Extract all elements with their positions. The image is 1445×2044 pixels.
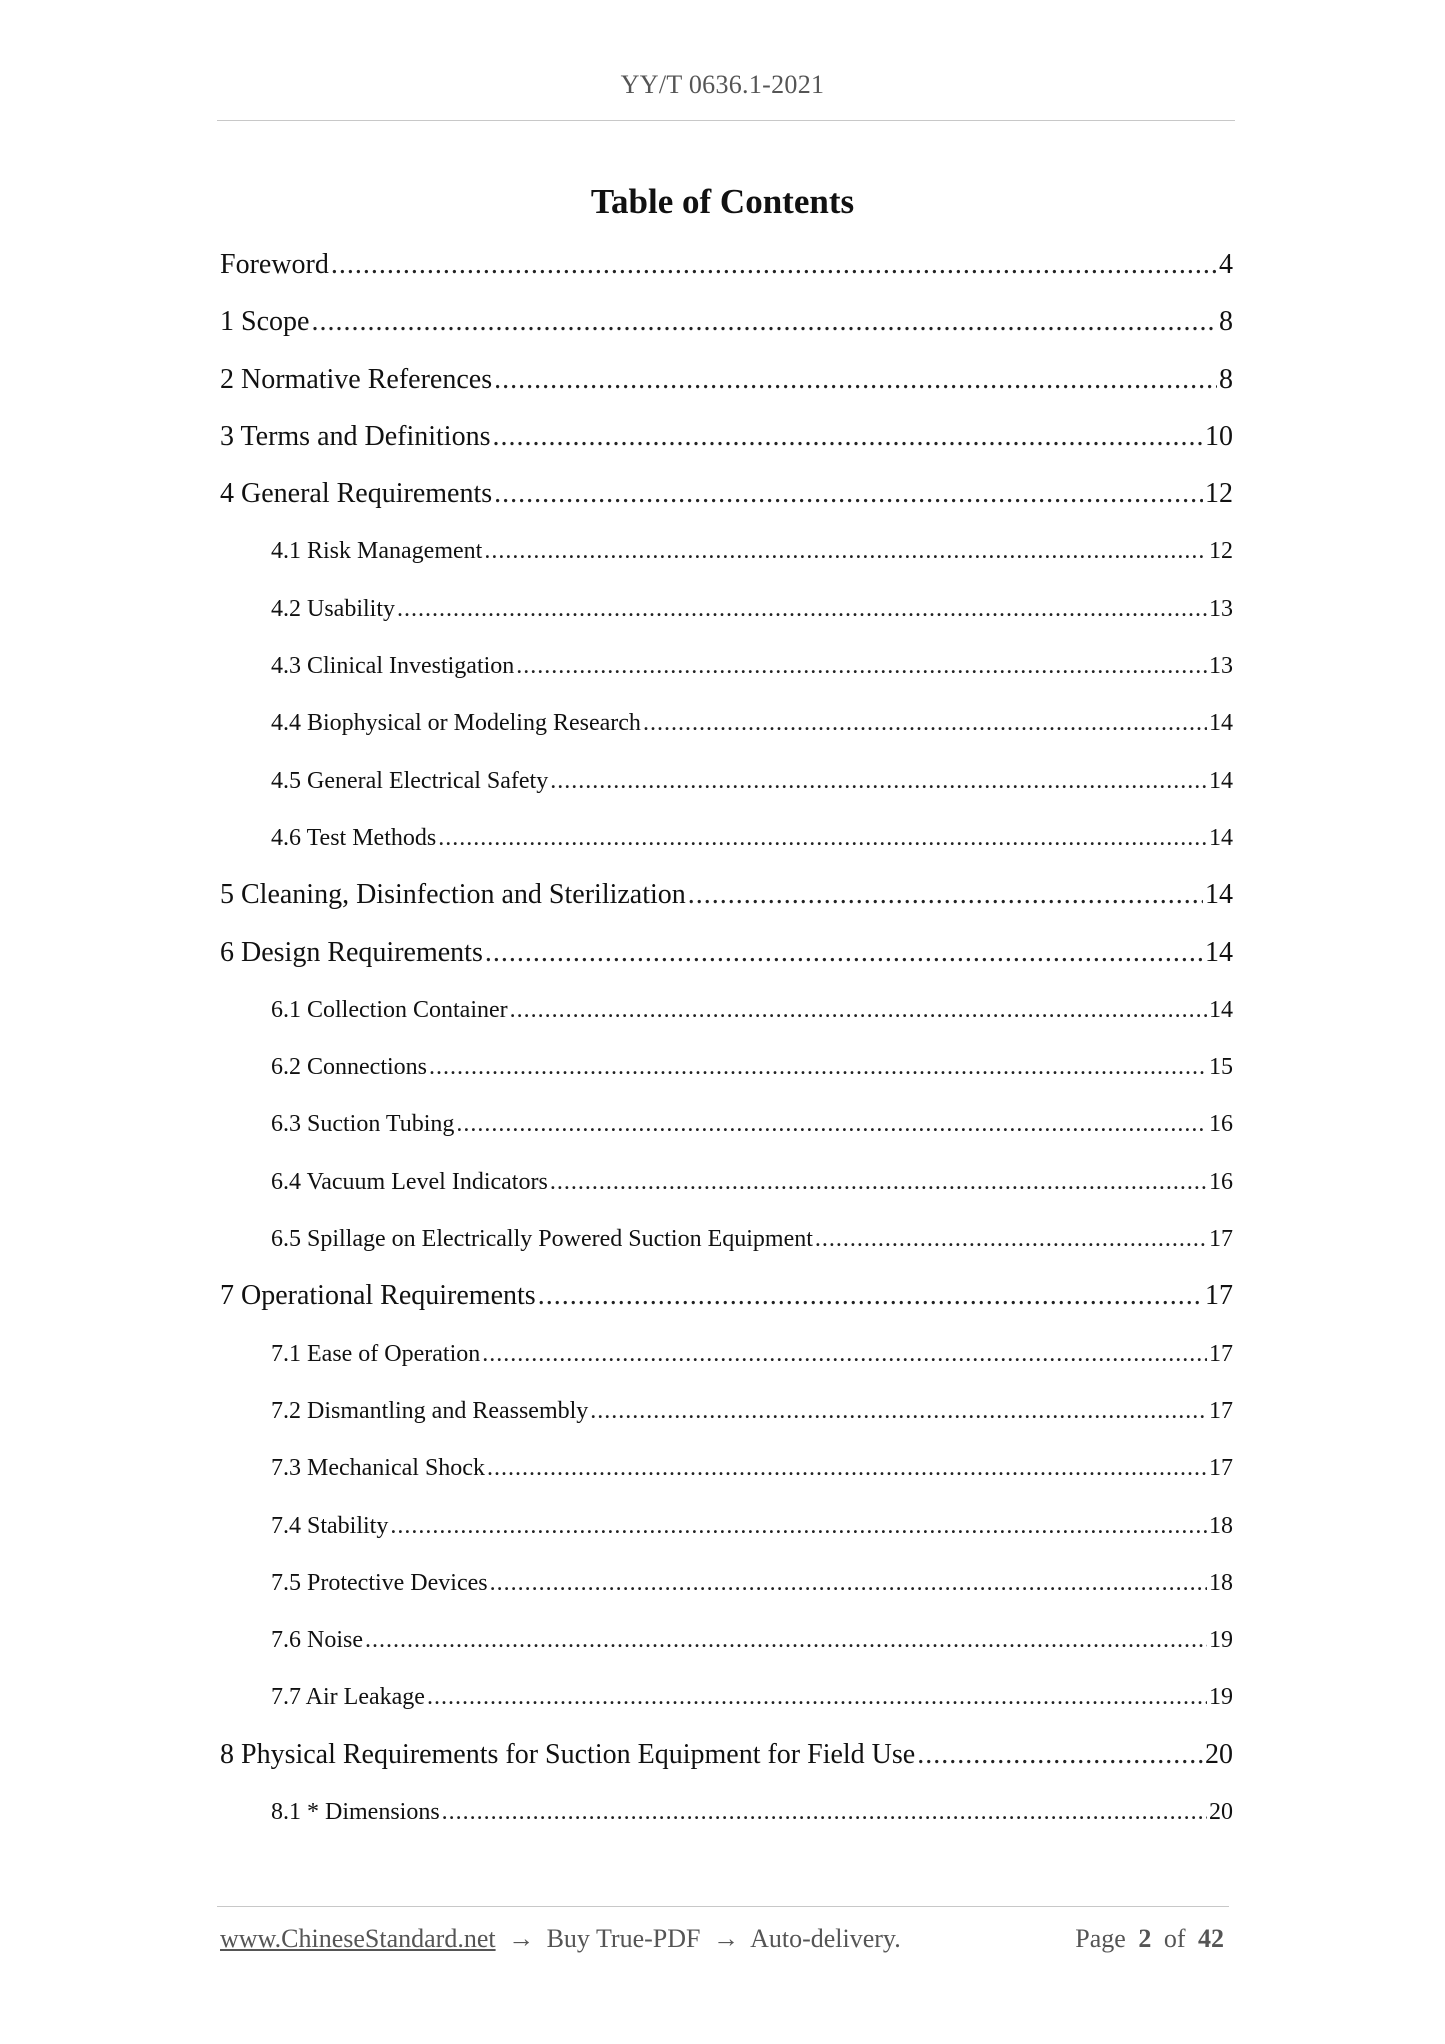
toc-dot-leader bbox=[516, 648, 1207, 684]
toc-entry-label: 8.1 * Dimensions bbox=[271, 1799, 440, 1826]
toc-entry-label: 7.3 Mechanical Shock bbox=[271, 1455, 485, 1482]
toc-entry-page: 14 bbox=[1209, 824, 1233, 851]
toc-entry-label: 7.1 Ease of Operation bbox=[271, 1340, 481, 1367]
toc-entry-page: 17 bbox=[1209, 1340, 1233, 1367]
toc-dot-leader bbox=[815, 1221, 1207, 1257]
toc-entry-label: 4.6 Test Methods bbox=[271, 824, 437, 851]
toc-dot-leader bbox=[550, 763, 1207, 799]
toc-entry-page: 20 bbox=[1205, 1738, 1233, 1770]
toc-entry[interactable] bbox=[220, 1565, 1233, 1622]
toc-entry-page: 13 bbox=[1209, 595, 1233, 622]
toc-entry-page: 15 bbox=[1209, 1054, 1233, 1081]
toc-entry[interactable] bbox=[220, 763, 1233, 820]
toc-entry-page: 19 bbox=[1209, 1627, 1233, 1654]
page-prefix: Page bbox=[1075, 1924, 1126, 1953]
toc-entry-label: 6.2 Connections bbox=[271, 1054, 427, 1081]
toc-entry-label: 7 Operational Requirements bbox=[220, 1280, 536, 1312]
toc-dot-leader bbox=[438, 820, 1207, 856]
page-current: 2 bbox=[1138, 1924, 1152, 1953]
toc-entry-label: 5 Cleaning, Disinfection and Sterilization bbox=[220, 879, 686, 911]
toc-entry[interactable] bbox=[220, 1622, 1233, 1679]
toc-entry-page: 18 bbox=[1209, 1569, 1233, 1596]
toc-entry-label: 6.4 Vacuum Level Indicators bbox=[271, 1168, 548, 1195]
toc-dot-leader bbox=[331, 247, 1217, 283]
header-divider bbox=[217, 120, 1235, 121]
toc-entry-page: 17 bbox=[1209, 1455, 1233, 1482]
toc-entry-label: Foreword bbox=[220, 249, 329, 280]
toc-entry-label: 1 Scope bbox=[220, 306, 310, 338]
toc-entry-label: 6 Design Requirements bbox=[220, 936, 483, 968]
toc-entry-page: 16 bbox=[1209, 1111, 1233, 1138]
toc-dot-leader bbox=[917, 1737, 1203, 1773]
toc-dot-leader bbox=[427, 1679, 1207, 1715]
toc-entry-page: 16 bbox=[1209, 1168, 1233, 1195]
toc-entry[interactable] bbox=[220, 1278, 1233, 1335]
toc-dot-leader bbox=[494, 362, 1217, 398]
toc-entry[interactable] bbox=[220, 992, 1233, 1049]
toc-entry[interactable] bbox=[220, 820, 1233, 877]
toc-entry-page: 14 bbox=[1205, 936, 1233, 968]
toc-entry[interactable] bbox=[220, 1679, 1233, 1736]
toc-entry[interactable] bbox=[220, 648, 1233, 705]
toc-entry[interactable] bbox=[220, 1049, 1233, 1106]
footer-promo bbox=[220, 1924, 901, 1954]
toc-dot-leader bbox=[311, 304, 1217, 340]
toc-entry[interactable] bbox=[220, 533, 1233, 590]
toc-entry[interactable] bbox=[220, 1164, 1233, 1221]
toc-entry-page: 12 bbox=[1209, 538, 1233, 565]
toc-entry-label: 3 Terms and Definitions bbox=[220, 420, 491, 452]
toc-entry-label: 6.3 Suction Tubing bbox=[271, 1111, 455, 1138]
toc-entry[interactable] bbox=[220, 705, 1233, 762]
toc-dot-leader bbox=[429, 1049, 1207, 1085]
toc-entry[interactable] bbox=[220, 1106, 1233, 1163]
toc-entry-label: 7.6 Noise bbox=[271, 1627, 363, 1654]
toc-entry[interactable] bbox=[220, 1737, 1233, 1794]
toc-entry[interactable] bbox=[220, 1393, 1233, 1450]
toc-entry[interactable] bbox=[220, 1508, 1233, 1565]
toc-dot-leader bbox=[456, 1106, 1207, 1142]
toc-entry[interactable] bbox=[220, 1336, 1233, 1393]
toc-dot-leader bbox=[643, 705, 1207, 741]
toc-dot-leader bbox=[365, 1622, 1207, 1658]
toc-entry-label: 6.1 Collection Container bbox=[271, 996, 508, 1023]
toc-entry[interactable] bbox=[220, 304, 1233, 361]
toc-entry[interactable] bbox=[220, 1450, 1233, 1507]
toc-entry-label: 4.5 General Electrical Safety bbox=[271, 767, 549, 794]
toc-entry-page: 8 bbox=[1219, 306, 1233, 338]
auto-delivery-text: Auto-delivery. bbox=[750, 1924, 901, 1953]
toc-entry[interactable] bbox=[220, 1221, 1233, 1278]
toc-dot-leader bbox=[590, 1393, 1207, 1429]
toc-dot-leader bbox=[485, 935, 1203, 971]
toc-entry-page: 17 bbox=[1209, 1397, 1233, 1424]
toc-entry-label: 4.1 Risk Management bbox=[271, 538, 483, 565]
toc-dot-leader bbox=[397, 591, 1207, 627]
document-id-header: YY/T 0636.1-2021 bbox=[620, 70, 825, 99]
toc-entry-page: 12 bbox=[1205, 478, 1233, 510]
toc-entry[interactable] bbox=[220, 877, 1233, 934]
toc-entry-page: 14 bbox=[1209, 767, 1233, 794]
toc-dot-leader bbox=[490, 1565, 1207, 1601]
toc-entry-label: 7.4 Stability bbox=[271, 1512, 389, 1539]
buy-pdf-text: Buy True-PDF bbox=[546, 1924, 701, 1953]
page-total: 42 bbox=[1198, 1924, 1224, 1953]
page-footer bbox=[220, 1924, 1230, 1954]
page-indicator bbox=[1075, 1924, 1230, 1954]
toc-entry-page: 14 bbox=[1209, 996, 1233, 1023]
toc-dot-leader bbox=[538, 1278, 1203, 1314]
toc-entry[interactable] bbox=[220, 1794, 1233, 1851]
toc-title: Table of Contents bbox=[590, 182, 855, 221]
toc-dot-leader bbox=[484, 533, 1207, 569]
toc-entry-page: 17 bbox=[1209, 1226, 1233, 1253]
toc-entry-page: 4 bbox=[1219, 249, 1233, 280]
toc-dot-leader bbox=[482, 1336, 1207, 1372]
footer-divider bbox=[217, 1906, 1229, 1907]
toc-entry-page: 8 bbox=[1219, 363, 1233, 395]
toc-dot-leader bbox=[494, 476, 1203, 512]
toc-entry-page: 14 bbox=[1205, 879, 1233, 911]
toc-entry-page: 13 bbox=[1209, 653, 1233, 680]
toc-entry[interactable] bbox=[220, 935, 1233, 992]
toc-dot-leader bbox=[510, 992, 1207, 1028]
page-of: of bbox=[1163, 1924, 1186, 1953]
arrow-right-icon: → bbox=[508, 1924, 535, 1953]
toc-entry-label: 7.2 Dismantling and Reassembly bbox=[271, 1397, 589, 1424]
arrow-right-icon: → bbox=[713, 1924, 739, 1953]
toc-dot-leader bbox=[442, 1794, 1207, 1830]
toc-entry-label: 4 General Requirements bbox=[220, 478, 493, 510]
toc-entry[interactable] bbox=[220, 362, 1233, 419]
toc-entry-label: 8 Physical Requirements for Suction Equipment for Field Use bbox=[220, 1738, 916, 1770]
toc-entry-label: 7.7 Air Leakage bbox=[271, 1684, 425, 1711]
toc-entry-page: 19 bbox=[1209, 1684, 1233, 1711]
toc-dot-leader bbox=[688, 877, 1203, 913]
toc-entry-label: 4.4 Biophysical or Modeling Research bbox=[271, 710, 641, 737]
toc-entry-page: 14 bbox=[1209, 710, 1233, 737]
toc-entry-label: 6.5 Spillage on Electrically Powered Suction Equipment bbox=[271, 1226, 813, 1253]
toc-dot-leader bbox=[487, 1450, 1207, 1486]
toc-entry[interactable] bbox=[220, 591, 1233, 648]
toc-entry-label: 2 Normative References bbox=[220, 363, 493, 395]
toc-entry-page: 10 bbox=[1205, 420, 1233, 452]
toc-entry-page: 20 bbox=[1209, 1799, 1233, 1826]
toc-dot-leader bbox=[492, 419, 1203, 455]
toc-entry-label: 4.2 Usability bbox=[271, 595, 395, 622]
toc-entry[interactable] bbox=[220, 247, 1233, 304]
toc-entry-label: 4.3 Clinical Investigation bbox=[271, 653, 515, 680]
toc-entry[interactable] bbox=[220, 476, 1233, 533]
toc-entry-page: 18 bbox=[1209, 1512, 1233, 1539]
toc-entry[interactable] bbox=[220, 419, 1233, 476]
toc-entry-label: 7.5 Protective Devices bbox=[271, 1569, 488, 1596]
toc-dot-leader bbox=[390, 1508, 1207, 1544]
website-link[interactable]: www.ChineseStandard.net bbox=[220, 1924, 496, 1953]
table-of-contents bbox=[220, 247, 1233, 1851]
toc-dot-leader bbox=[550, 1164, 1207, 1200]
toc-entry-page: 17 bbox=[1205, 1280, 1233, 1312]
